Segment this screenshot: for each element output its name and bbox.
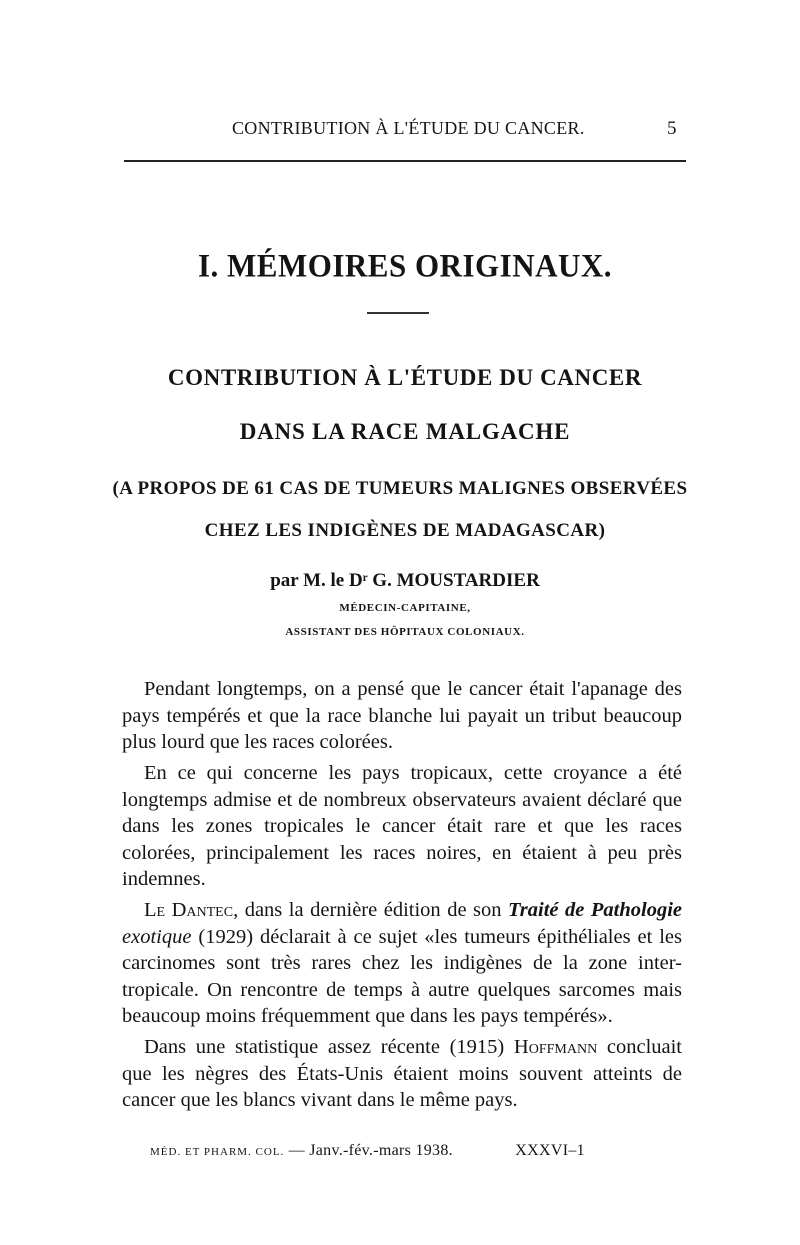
footer-volume: XXXVI–1 [515,1142,585,1159]
paragraph-3-text-b: (1929) déclarait à ce sujet «les tumeurs épithéliales et les carcinomes sont très rares chez les indigènes de la zone inter-tropicale. On rencontre de temps à autre quelques sarcomes mais beaucoup moins fréquemment que dans les pays tempérés». [122,925,682,1027]
author-name-le-dantec: Le Dantec [144,899,234,921]
book-title-2: exotique [122,925,192,948]
author-affiliation: ASSISTANT DES HÔPITAUX COLONIAUX. [285,626,525,638]
section-divider [367,312,429,314]
book-title: Traité de Pathologie [508,899,683,921]
article-subtitle-line-2: CHEZ LES INDIGÈNES DE MADAGASCAR) [204,520,606,541]
section-title: I. MÉMOIRES ORIGINAUX. [197,247,613,284]
author-byline: par M. le Dʳ G. MOUSTARDIER [270,570,540,591]
paragraph-4 [122,1034,682,1114]
author-name-hoffmann: Hoffmann [513,1036,598,1058]
article-title-line-2: DANS LA RACE MALGACHE [239,419,571,444]
body-text [122,676,682,1114]
paragraph-3-text-a: , dans la dernière édition de son [233,899,509,921]
footer-date: — Janv.-fév.-mars 1938. [288,1142,453,1159]
paragraph-4-text-b: concluait que les nègres des États-Unis étaient moins souvent atteints de cancer que les blancs vivant dans le même pays. [122,1036,682,1111]
article-title-line-1: CONTRIBUTION À L'ÉTUDE DU CANCER [167,365,643,390]
header-rule [124,160,686,162]
running-head: CONTRIBUTION À L'ÉTUDE DU CANCER. [232,118,585,138]
page-footer [150,1142,670,1160]
paragraph-1: Pendant longtemps, on a pensé que le cancer était l'apanage des pays tempérés et que la race blanche lui payait un tribut beaucoup plus lourd que les races colorées. [122,678,682,753]
paragraph-2: En ce qui concerne les pays tropicaux, cette croyance a été longtemps admise et de nombreux observateurs avaient déclaré que dans les zones tropicales le cancer était rare et que les races colorées, principalement les races noires, en étaient à peu près indemnes. [122,762,682,890]
paragraph-4-text-a: Dans une statistique assez récente (1915) [144,1036,514,1058]
author-rank: MÉDECIN-CAPITAINE, [339,602,471,614]
article-subtitle-line-1: (A PROPOS DE 61 CAS DE TUMEURS MALIGNES OBSERVÉES [112,478,688,499]
footer-journal: MÉD. ET PHARM. COL. [150,1146,285,1158]
page-number: 5 [667,118,677,139]
paragraph-3 [122,897,682,1030]
